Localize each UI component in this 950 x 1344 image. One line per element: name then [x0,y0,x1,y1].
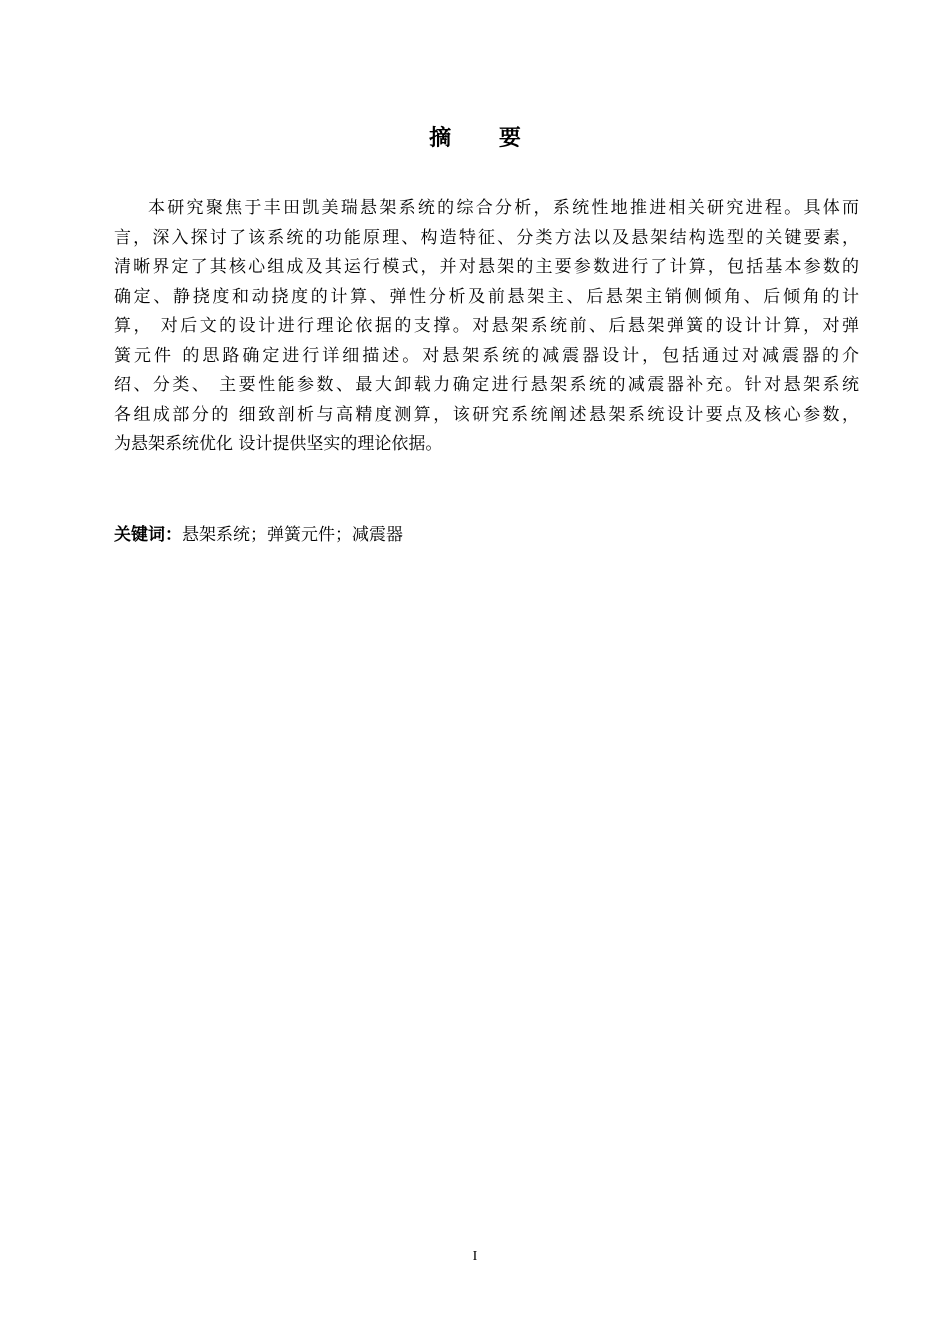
abstract-body [114,194,859,460]
abstract-line: 簧元件 的思路确定进行详细描述。对悬架系统的减震器设计，包括通过对减震器的介 [114,345,859,366]
abstract-line: 言，深入探讨了该系统的功能原理、构造特征、分类方法以及悬架结构选型的关键要素， [114,227,859,248]
abstract-line: 清晰界定了其核心组成及其运行模式，并对悬架的主要参数进行了计算，包括基本参数的 [114,257,859,277]
abstract-line: 本研究聚焦于丰田凯美瑞悬架系统的综合分析，系统性地推进相关研究进程。具体而 [148,198,859,218]
keywords-label: 关键词： [114,525,182,545]
abstract-line: 确定、静挠度和动挠度的计算、弹性分析及前悬架主、后悬架主销侧倾角、后倾角的计 [114,286,859,307]
abstract-title: 摘 要 [429,126,541,151]
page-number: I [472,1249,478,1264]
abstract-line: 算， 对后文的设计进行理论依据的支撑。对悬架系统前、后悬架弹簧的设计计算，对弹 [114,316,859,336]
abstract-line: 为悬架系统优化 设计提供坚实的理论依据。 [114,434,443,454]
abstract-line: 各组成部分的 细致剖析与高精度测算，该研究系统阐述悬架系统设计要点及核心参数， [114,404,859,425]
keywords-text: 悬架系统；弹簧元件；减震器 [182,525,403,545]
keywords [114,522,403,548]
abstract-line: 绍、分类、 主要性能参数、最大卸载力确定进行悬架系统的减震器补充。针对悬架系统 [114,375,859,395]
